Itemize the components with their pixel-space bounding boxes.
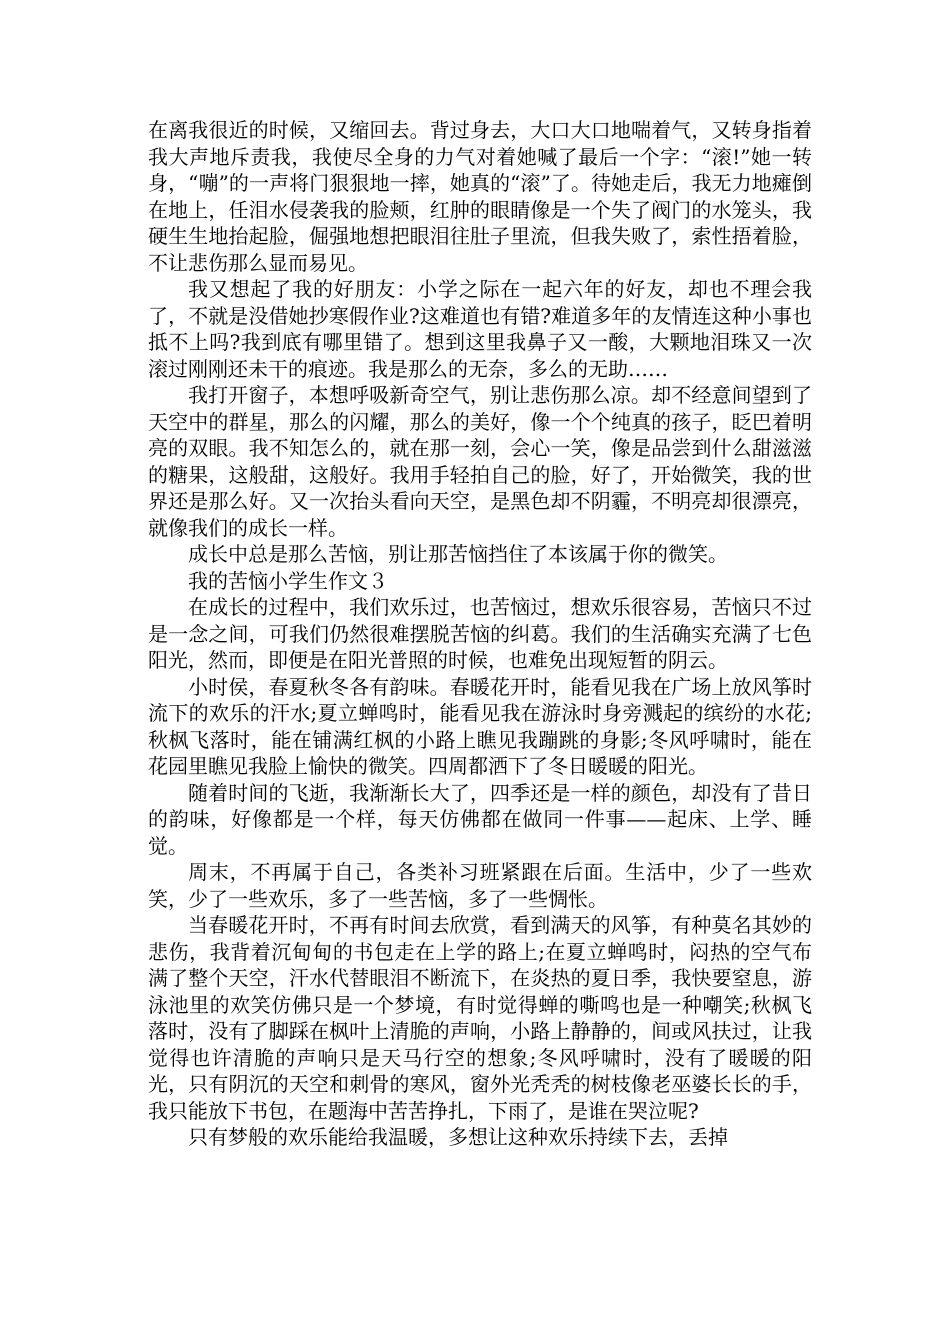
paragraph-8: 周末，不再属于自己，各类补习班紧跟在后面。生活中，少了一些欢笑，少了一些欢乐，多了一些苦恼，多了一些惆怅。 <box>148 860 812 911</box>
paragraph-2: 我又想起了我的好朋友：小学之际在一起六年的好友，却也不理会我了，不就是没借她抄寒假作业?这难道也有错?难道多年的友情连这种小事也抵不上吗?我到底有哪里错了。想到这里我鼻子又一酸，大颗地泪珠又一次滚过刚刚还未干的痕迹。我是那么的无奈，多么的无助…… <box>148 277 812 381</box>
paragraph-4: 成长中总是那么苦恼，别让那苦恼挡住了本该属于你的微笑。 <box>188 542 728 566</box>
paragraph-9: 当春暖花开时，不再有时间去欣赏，看到满天的风筝，有种莫名其妙的悲伤，我背着沉甸甸的书包走在上学的路上;在夏立蝉鸣时，闷热的空气布满了整个天空，汗水代替眼泪不断流下，在炎热的夏日季，我快要窒息，游泳池里的欢笑仿佛只是一个梦境，有时觉得蝉的嘶鸣也是一种嘲笑;秋枫飞落时，没有了脚踩在枫叶上清脆的声响，小路上静静的，间或风扶过，让我觉得也许清脆的声响只是天马行空的想象;冬风呼啸时，没有了暖暖的阳光，只有阴沉的天空和刺骨的寒风，窗外光秃秃的树枝像老巫婆长长的手，我只能放下书包，在题海中苦苦挣扎，下雨了，是谁在哭泣呢? <box>148 913 812 1123</box>
paragraph-1: 在离我很近的时候，又缩回去。背过身去，大口大口地喘着气，又转身指着我大声地斥责我，我使尽全身的力气对着她喊了最后一个字：“滚!”她一转身，“嘣”的一声将门狠狠地一摔，她真的“滚”了。待她走后，我无力地瘫倒在地上，任泪水侵袭我的脸颊，红肿的眼睛像是一个失了阀门的水笼头，我硬生生地抬起脸，倔强地想把眼泪往肚子里流，但我失败了，索性捂着脸，不让悲伤那么显而易见。 <box>148 118 812 275</box>
paragraph-3: 我打开窗子，本想呼吸新奇空气，别让悲伤那么凉。却不经意间望到了天空中的群星，那么的闪耀，那么的美好，像一个个纯真的孩子，眨巴着明亮的双眼。我不知怎么的，就在那一刻，会心一笑，像是品尝到什么甜滋滋的糖果，这般甜，这般好。我用手轻拍自己的脸，好了，开始微笑，我的世界还是那么好。又一次抬头看向天空，是黑色却不阴霾，不明亮却很漂亮，就像我们的成长一样。 <box>148 383 812 540</box>
article-body <box>148 117 812 1151</box>
paragraph-5: 在成长的过程中，我们欢乐过，也苦恼过，想欢乐很容易，苦恼只不过是一念之间，可我们仍然很难摆脱苦恼的纠葛。我们的生活确实充满了七色阳光，然而，即便是在阳光普照的时候，也难免出现短暂的阴云。 <box>148 595 812 672</box>
paragraph-7: 随着时间的飞逝，我渐渐长大了，四季还是一样的颜色，却没有了昔日的韵味，好像都是一个样，每天仿佛都在做同一件事——起床、上学、睡觉。 <box>148 780 812 858</box>
section-title: 我的苦恼小学生作文３ <box>188 568 388 593</box>
paragraph-10: 只有梦般的欢乐能给我温暖，多想让这种欢乐持续下去，丢掉 <box>188 1125 728 1149</box>
paragraph-6: 小时侯，春夏秋冬各有韵味。春暖花开时，能看见我在广场上放风筝时流下的欢乐的汗水;夏立蝉鸣时，能看见我在游泳时身旁溅起的缤纷的水花;秋枫飞落时，能在铺满红枫的小路上瞧见我蹦跳的身影;冬风呼啸时，能在花园里瞧见我脸上愉快的微笑。四周都洒下了冬日暖暖的阳光。 <box>148 674 812 778</box>
